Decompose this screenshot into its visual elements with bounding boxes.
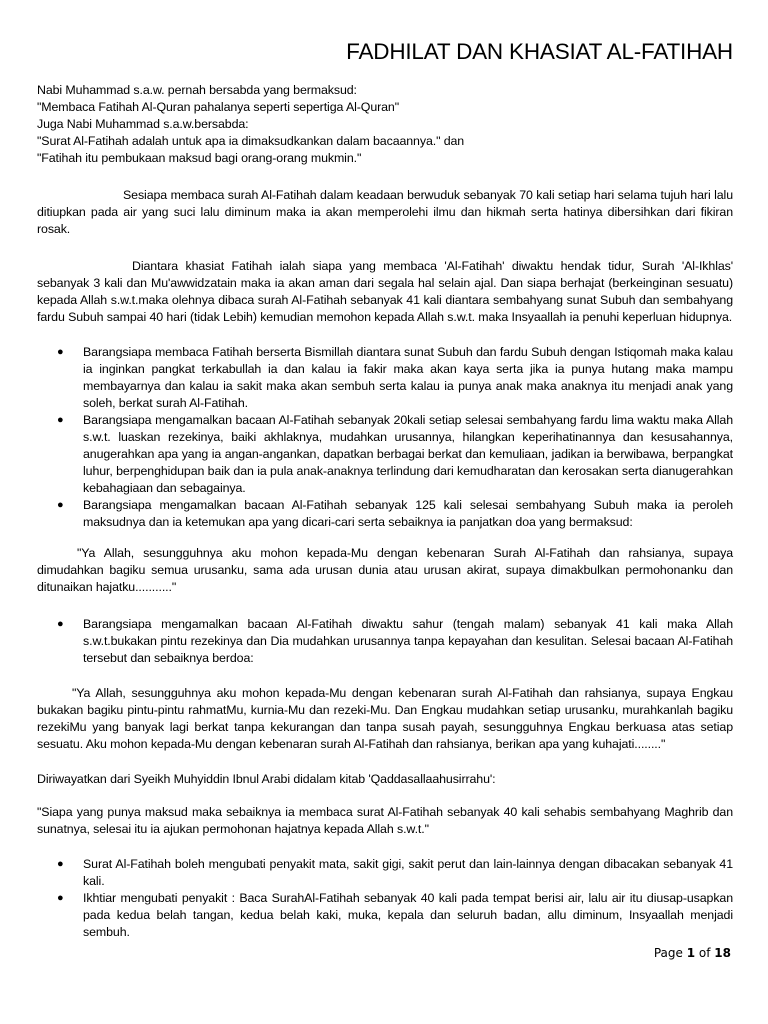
intro-line: Juga Nabi Muhammad s.a.w.bersabda: xyxy=(37,117,249,131)
total-pages: 18 xyxy=(714,946,731,960)
bullet-list-2 xyxy=(37,616,733,667)
page-label: Page xyxy=(653,946,683,960)
bullet-icon: ● xyxy=(57,414,64,426)
list-item-text: Barangsiapa membaca Fatihah berserta Bismillah diantara sunat Subuh dan fardu Subuh dengan Istiqomah maka kalau ia inginkan pangkat terkabullah ia dan kalau ia fakir maka akan kaya serta jika ia punya hutang maka mampu membayarnya dan kalau ia sakit maka akan sembuh serta kalau ia punya anak maka anaknya itu menjadi anak yang soleh, berkat surah Al-Fatihah. xyxy=(83,345,733,410)
list-item xyxy=(37,890,733,941)
list-item xyxy=(37,497,733,531)
intro-block xyxy=(37,82,733,167)
list-item-text: Barangsiapa mengamalkan bacaan Al-Fatihah sebanyak 125 kali selesai sembahyang Subuh maka ia peroleh maksudnya dan ia ketemukan apa yang dicari-cari serta sebaiknya ia panjatkan doa yang bermaksud: xyxy=(83,498,733,529)
bullet-icon: ● xyxy=(57,499,64,511)
list-item-text: Surat Al-Fatihah boleh mengubati penyakit mata, sakit gigi, sakit perut dan lain-lainnya dengan dibacakan sebanyak 41 kali. xyxy=(83,857,733,888)
bullet-icon: ● xyxy=(57,618,64,630)
doa-2: "Ya Allah, sesungguhnya aku mohon kepada-Mu dengan kebenaran surah Al-Fatihah dan rahsianya, supaya Engkau bukakan bagiku pintu-pintu rahmatMu, kurnia-Mu dan rezeki-Mu. Dan Engkau mudahkan setiap urusanku, murahkanlah bagiku rezekiMu yang banyak lagi berkat tanpa kekurangan dan tanpa susah payah, sesungguhnya Engkau berkuasa atas setiap sesuatu. Aku mohon kepada-Mu dengan kebenaran surah Al-Fatihah dan rahsianya, berikan apa yang kuhajati........" xyxy=(37,686,733,751)
intro-line: "Membaca Fatihah Al-Quran pahalanya seperti sepertiga Al-Quran" xyxy=(37,100,400,114)
bullet-list-3 xyxy=(37,856,733,941)
intro-line: Nabi Muhammad s.a.w. pernah bersabda yang bermaksud: xyxy=(37,83,357,97)
bullet-icon: ● xyxy=(57,858,64,870)
page-number xyxy=(654,946,731,960)
quote-text: "Siapa yang punya maksud maka sebaiknya ia membaca surat Al-Fatihah sebanyak 40 kali sehabis sembahyang Maghrib dan sunatnya, selesai itu ia ajukan permohonan hajatnya kepada Allah s.w.t." xyxy=(37,805,733,836)
list-item xyxy=(37,856,733,890)
current-page: 1 xyxy=(686,946,696,960)
intro-line: "Surat Al-Fatihah adalah untuk apa ia dimaksudkankan dalam bacaannya." dan xyxy=(37,134,465,148)
list-item-text: Ikhtiar mengubati penyakit : Baca SurahAl-Fatihah sebanyak 40 kali pada tempat berisi air, lalu air itu diusap-usapkan pada kedua belah tangan, kedua belah kaki, muka, kepala dan seluruh badan, allu diminum, Insyaallah menjadi sembuh. xyxy=(83,891,733,939)
of-label: of xyxy=(698,946,711,960)
doa-1: "Ya Allah, sesungguhnya aku mohon kepada-Mu dengan kebenaran Surah Al-Fatihah dan rahsianya, supaya dimudahkan bagiku semua urusanku, sama ada urusan dunia atau urusan akirat, supaya dimakbulkan permohonanku dan ditunaikan hajatku..........." xyxy=(37,546,733,594)
intro-line: "Fatihah itu pembukaan maksud bagi orang-orang mukmin." xyxy=(37,151,362,165)
bullet-icon: ● xyxy=(57,892,64,904)
list-item xyxy=(37,412,733,497)
list-item-text: Barangsiapa mengamalkan bacaan Al-Fatihah sebanyak 20kali setiap selesai sembahyang fardu lima waktu maka Allah s.w.t. luaskan rezekinya, baiki akhlaknya, mudahkan urusannya, hilangkan keperihatinannya dan kesusahannya, anugerahkan apa yang ia angan-angankan, dapatkan berbagai berkat dan kemuliaan, jadikan ia berwibawa, berpangkat luhur, berpenghidupan baik dan ia pula anak-anaknya terlindung dari kemudharatan dan kerosakan serta dianugerahkan kebahagiaan dan sebagainya. xyxy=(83,413,733,495)
paragraph-1: Sesiapa membaca surah Al-Fatihah dalam keadaan berwuduk sebanyak 70 kali setiap hari selama tujuh hari lalu ditiupkan pada air yang suci lalu diminum maka ia akan memperolehi ilmu dan hikmah serta hatinya dibersihkan dari fikiran rosak. xyxy=(37,188,733,236)
bullet-icon: ● xyxy=(57,346,64,358)
riwayat-text: Diriwayatkan dari Syeikh Muhyiddin Ibnul Arabi didalam kitab 'Qaddasallaahusirrahu': xyxy=(37,772,496,786)
page-title: FADHILAT DAN KHASIAT AL-FATIHAH xyxy=(346,39,733,64)
list-item xyxy=(37,616,733,667)
document-page xyxy=(37,38,733,941)
list-item-text: Barangsiapa mengamalkan bacaan Al-Fatihah diwaktu sahur (tengah malam) sebanyak 41 kali maka Allah s.w.t.bukakan pintu rezekinya dan Dia mudahkan urusannya tanpa kepayahan dan kesulitan. Selesai bacaan Al-Fatihah tersebut dan sebaiknya berdoa: xyxy=(83,617,733,665)
bullet-list-1 xyxy=(37,344,733,531)
paragraph-2: Diantara khasiat Fatihah ialah siapa yang membaca 'Al-Fatihah' diwaktu hendak tidur, Surah 'Al-Ikhlas' sebanyak 3 kali dan Mu'awwidzatain maka ia akan aman dari segala hal selain ajal. Dan siapa berhajat (berkeinginan sesuatu) kepada Allah s.w.t.maka olehnya dibaca surah Al-Fatihah sebanyak 41 kali diantara sembahyang sunat Subuh dan sembahyang fardu Subuh sampai 40 hari (tidak Lebih) kemudian memohon kepada Allah s.w.t. maka Insyaallah ia penuhi keperluan hidupnya. xyxy=(37,259,733,324)
list-item xyxy=(37,344,733,412)
